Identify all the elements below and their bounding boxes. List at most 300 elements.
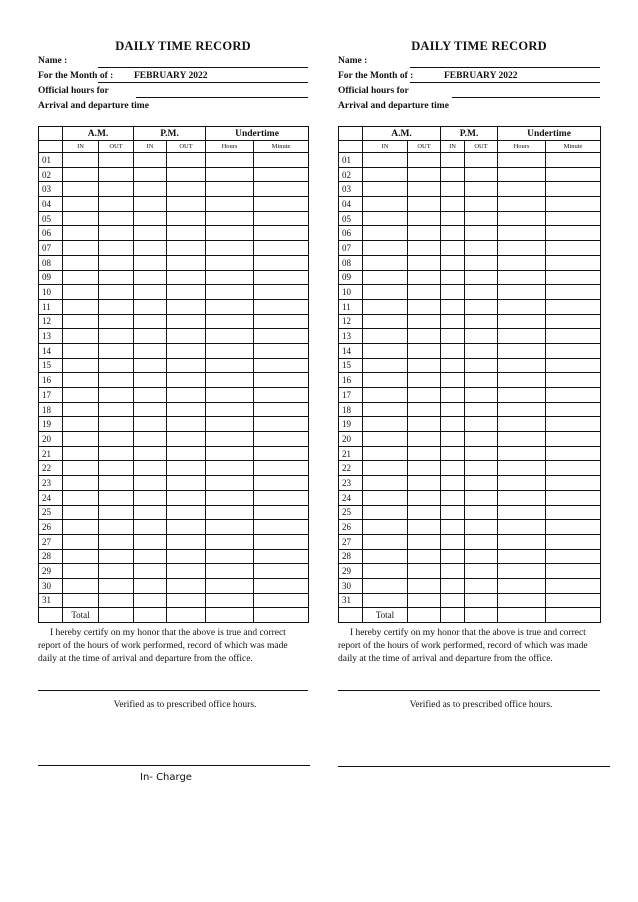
time-entry-cell[interactable] <box>408 270 441 285</box>
time-entry-cell[interactable] <box>465 476 498 491</box>
time-entry-cell[interactable] <box>99 197 134 212</box>
time-entry-cell[interactable] <box>441 549 465 564</box>
time-entry-cell[interactable] <box>546 285 601 300</box>
time-entry-cell[interactable] <box>363 255 408 270</box>
time-entry-cell[interactable] <box>167 549 206 564</box>
time-entry-cell[interactable] <box>408 153 441 168</box>
time-entry-cell[interactable] <box>134 241 167 256</box>
time-entry-cell[interactable] <box>63 314 99 329</box>
time-entry-cell[interactable] <box>63 211 99 226</box>
total-cell[interactable] <box>546 608 601 623</box>
time-entry-cell[interactable] <box>134 446 167 461</box>
time-entry-cell[interactable] <box>206 299 254 314</box>
time-entry-cell[interactable] <box>408 255 441 270</box>
time-entry-cell[interactable] <box>363 285 408 300</box>
time-entry-cell[interactable] <box>546 388 601 403</box>
total-cell[interactable] <box>441 608 465 623</box>
time-entry-cell[interactable] <box>441 241 465 256</box>
time-entry-cell[interactable] <box>363 461 408 476</box>
time-entry-cell[interactable] <box>408 505 441 520</box>
time-entry-cell[interactable] <box>254 417 309 432</box>
time-entry-cell[interactable] <box>363 593 408 608</box>
time-entry-cell[interactable] <box>206 505 254 520</box>
time-entry-cell[interactable] <box>99 153 134 168</box>
time-entry-cell[interactable] <box>63 241 99 256</box>
time-entry-cell[interactable] <box>134 255 167 270</box>
time-entry-cell[interactable] <box>546 226 601 241</box>
time-entry-cell[interactable] <box>167 388 206 403</box>
time-entry-cell[interactable] <box>363 534 408 549</box>
time-entry-cell[interactable] <box>546 299 601 314</box>
time-entry-cell[interactable] <box>465 182 498 197</box>
time-entry-cell[interactable] <box>206 358 254 373</box>
employee-signature-line[interactable] <box>38 690 308 691</box>
time-entry-cell[interactable] <box>546 432 601 447</box>
time-entry-cell[interactable] <box>465 461 498 476</box>
in-charge-signature-line-left[interactable] <box>38 765 310 766</box>
time-entry-cell[interactable] <box>167 417 206 432</box>
time-entry-cell[interactable] <box>134 578 167 593</box>
time-entry-cell[interactable] <box>498 255 546 270</box>
time-entry-cell[interactable] <box>206 446 254 461</box>
time-entry-cell[interactable] <box>441 226 465 241</box>
time-entry-cell[interactable] <box>99 373 134 388</box>
time-entry-cell[interactable] <box>465 520 498 535</box>
time-entry-cell[interactable] <box>546 153 601 168</box>
time-entry-cell[interactable] <box>465 167 498 182</box>
name-field[interactable] <box>98 67 308 68</box>
time-entry-cell[interactable] <box>167 167 206 182</box>
time-entry-cell[interactable] <box>498 520 546 535</box>
time-entry-cell[interactable] <box>63 226 99 241</box>
time-entry-cell[interactable] <box>498 432 546 447</box>
time-entry-cell[interactable] <box>206 549 254 564</box>
time-entry-cell[interactable] <box>206 285 254 300</box>
time-entry-cell[interactable] <box>254 226 309 241</box>
time-entry-cell[interactable] <box>498 505 546 520</box>
time-entry-cell[interactable] <box>546 417 601 432</box>
time-entry-cell[interactable] <box>408 241 441 256</box>
time-entry-cell[interactable] <box>206 593 254 608</box>
time-entry-cell[interactable] <box>546 197 601 212</box>
time-entry-cell[interactable] <box>63 285 99 300</box>
time-entry-cell[interactable] <box>63 167 99 182</box>
time-entry-cell[interactable] <box>134 299 167 314</box>
time-entry-cell[interactable] <box>441 402 465 417</box>
time-entry-cell[interactable] <box>254 520 309 535</box>
time-entry-cell[interactable] <box>408 314 441 329</box>
time-entry-cell[interactable] <box>206 167 254 182</box>
time-entry-cell[interactable] <box>134 564 167 579</box>
time-entry-cell[interactable] <box>254 402 309 417</box>
time-entry-cell[interactable] <box>465 578 498 593</box>
total-cell[interactable] <box>99 608 134 623</box>
time-entry-cell[interactable] <box>254 432 309 447</box>
time-entry-cell[interactable] <box>408 388 441 403</box>
time-entry-cell[interactable] <box>441 270 465 285</box>
time-entry-cell[interactable] <box>167 343 206 358</box>
time-entry-cell[interactable] <box>254 314 309 329</box>
time-entry-cell[interactable] <box>99 241 134 256</box>
time-entry-cell[interactable] <box>99 167 134 182</box>
total-cell[interactable] <box>465 608 498 623</box>
total-cell[interactable] <box>206 608 254 623</box>
time-entry-cell[interactable] <box>408 167 441 182</box>
time-entry-cell[interactable] <box>206 564 254 579</box>
time-entry-cell[interactable] <box>206 270 254 285</box>
time-entry-cell[interactable] <box>441 505 465 520</box>
time-entry-cell[interactable] <box>465 241 498 256</box>
time-entry-cell[interactable] <box>254 461 309 476</box>
time-entry-cell[interactable] <box>465 490 498 505</box>
time-entry-cell[interactable] <box>206 329 254 344</box>
time-entry-cell[interactable] <box>441 343 465 358</box>
time-entry-cell[interactable] <box>134 329 167 344</box>
time-entry-cell[interactable] <box>546 241 601 256</box>
total-cell[interactable] <box>498 608 546 623</box>
time-entry-cell[interactable] <box>99 520 134 535</box>
time-entry-cell[interactable] <box>498 373 546 388</box>
time-entry-cell[interactable] <box>254 358 309 373</box>
time-entry-cell[interactable] <box>546 564 601 579</box>
time-entry-cell[interactable] <box>167 593 206 608</box>
time-entry-cell[interactable] <box>546 549 601 564</box>
time-entry-cell[interactable] <box>363 167 408 182</box>
time-entry-cell[interactable] <box>134 534 167 549</box>
time-entry-cell[interactable] <box>254 182 309 197</box>
time-entry-cell[interactable] <box>206 255 254 270</box>
time-entry-cell[interactable] <box>99 461 134 476</box>
time-entry-cell[interactable] <box>63 343 99 358</box>
time-entry-cell[interactable] <box>498 197 546 212</box>
time-entry-cell[interactable] <box>167 153 206 168</box>
time-entry-cell[interactable] <box>441 446 465 461</box>
official-field[interactable] <box>452 97 600 98</box>
time-entry-cell[interactable] <box>441 197 465 212</box>
time-entry-cell[interactable] <box>546 476 601 491</box>
time-entry-cell[interactable] <box>546 446 601 461</box>
time-entry-cell[interactable] <box>441 299 465 314</box>
time-entry-cell[interactable] <box>465 270 498 285</box>
time-entry-cell[interactable] <box>546 329 601 344</box>
time-entry-cell[interactable] <box>134 593 167 608</box>
time-entry-cell[interactable] <box>408 564 441 579</box>
time-entry-cell[interactable] <box>206 241 254 256</box>
time-entry-cell[interactable] <box>63 490 99 505</box>
time-entry-cell[interactable] <box>408 299 441 314</box>
time-entry-cell[interactable] <box>134 432 167 447</box>
time-entry-cell[interactable] <box>63 505 99 520</box>
time-entry-cell[interactable] <box>498 153 546 168</box>
time-entry-cell[interactable] <box>441 285 465 300</box>
time-entry-cell[interactable] <box>134 211 167 226</box>
time-entry-cell[interactable] <box>441 417 465 432</box>
time-entry-cell[interactable] <box>254 255 309 270</box>
time-entry-cell[interactable] <box>254 285 309 300</box>
time-entry-cell[interactable] <box>465 373 498 388</box>
time-entry-cell[interactable] <box>167 270 206 285</box>
time-entry-cell[interactable] <box>363 402 408 417</box>
total-cell[interactable] <box>167 608 206 623</box>
time-entry-cell[interactable] <box>498 388 546 403</box>
time-entry-cell[interactable] <box>363 373 408 388</box>
time-entry-cell[interactable] <box>498 446 546 461</box>
time-entry-cell[interactable] <box>465 343 498 358</box>
time-entry-cell[interactable] <box>63 534 99 549</box>
time-entry-cell[interactable] <box>167 285 206 300</box>
time-entry-cell[interactable] <box>465 285 498 300</box>
time-entry-cell[interactable] <box>206 211 254 226</box>
time-entry-cell[interactable] <box>408 226 441 241</box>
time-entry-cell[interactable] <box>167 432 206 447</box>
time-entry-cell[interactable] <box>441 578 465 593</box>
time-entry-cell[interactable] <box>465 255 498 270</box>
time-entry-cell[interactable] <box>63 461 99 476</box>
time-entry-cell[interactable] <box>63 402 99 417</box>
time-entry-cell[interactable] <box>167 402 206 417</box>
time-entry-cell[interactable] <box>99 211 134 226</box>
time-entry-cell[interactable] <box>441 329 465 344</box>
time-entry-cell[interactable] <box>254 476 309 491</box>
employee-signature-line[interactable] <box>338 690 600 691</box>
time-entry-cell[interactable] <box>99 182 134 197</box>
time-entry-cell[interactable] <box>465 417 498 432</box>
time-entry-cell[interactable] <box>546 255 601 270</box>
time-entry-cell[interactable] <box>134 505 167 520</box>
time-entry-cell[interactable] <box>99 549 134 564</box>
time-entry-cell[interactable] <box>465 564 498 579</box>
time-entry-cell[interactable] <box>498 417 546 432</box>
time-entry-cell[interactable] <box>63 446 99 461</box>
time-entry-cell[interactable] <box>498 314 546 329</box>
time-entry-cell[interactable] <box>408 549 441 564</box>
time-entry-cell[interactable] <box>167 211 206 226</box>
time-entry-cell[interactable] <box>206 402 254 417</box>
time-entry-cell[interactable] <box>206 520 254 535</box>
time-entry-cell[interactable] <box>498 358 546 373</box>
time-entry-cell[interactable] <box>546 373 601 388</box>
time-entry-cell[interactable] <box>408 373 441 388</box>
time-entry-cell[interactable] <box>167 446 206 461</box>
time-entry-cell[interactable] <box>546 182 601 197</box>
time-entry-cell[interactable] <box>498 476 546 491</box>
time-entry-cell[interactable] <box>206 534 254 549</box>
time-entry-cell[interactable] <box>167 534 206 549</box>
time-entry-cell[interactable] <box>134 270 167 285</box>
time-entry-cell[interactable] <box>134 285 167 300</box>
time-entry-cell[interactable] <box>465 153 498 168</box>
time-entry-cell[interactable] <box>63 299 99 314</box>
time-entry-cell[interactable] <box>465 534 498 549</box>
time-entry-cell[interactable] <box>206 314 254 329</box>
time-entry-cell[interactable] <box>498 343 546 358</box>
time-entry-cell[interactable] <box>498 241 546 256</box>
time-entry-cell[interactable] <box>408 211 441 226</box>
time-entry-cell[interactable] <box>206 578 254 593</box>
time-entry-cell[interactable] <box>63 593 99 608</box>
time-entry-cell[interactable] <box>134 182 167 197</box>
time-entry-cell[interactable] <box>99 226 134 241</box>
time-entry-cell[interactable] <box>498 182 546 197</box>
time-entry-cell[interactable] <box>99 329 134 344</box>
time-entry-cell[interactable] <box>498 285 546 300</box>
time-entry-cell[interactable] <box>206 153 254 168</box>
time-entry-cell[interactable] <box>134 373 167 388</box>
time-entry-cell[interactable] <box>498 461 546 476</box>
time-entry-cell[interactable] <box>363 343 408 358</box>
time-entry-cell[interactable] <box>408 432 441 447</box>
time-entry-cell[interactable] <box>441 358 465 373</box>
time-entry-cell[interactable] <box>408 446 441 461</box>
time-entry-cell[interactable] <box>546 358 601 373</box>
time-entry-cell[interactable] <box>254 373 309 388</box>
in-charge-signature-line-right[interactable] <box>338 766 610 767</box>
time-entry-cell[interactable] <box>408 285 441 300</box>
time-entry-cell[interactable] <box>441 211 465 226</box>
time-entry-cell[interactable] <box>254 153 309 168</box>
time-entry-cell[interactable] <box>206 226 254 241</box>
time-entry-cell[interactable] <box>498 534 546 549</box>
time-entry-cell[interactable] <box>498 564 546 579</box>
time-entry-cell[interactable] <box>441 564 465 579</box>
time-entry-cell[interactable] <box>99 343 134 358</box>
time-entry-cell[interactable] <box>408 461 441 476</box>
time-entry-cell[interactable] <box>498 490 546 505</box>
time-entry-cell[interactable] <box>254 197 309 212</box>
time-entry-cell[interactable] <box>254 505 309 520</box>
time-entry-cell[interactable] <box>167 476 206 491</box>
time-entry-cell[interactable] <box>498 549 546 564</box>
time-entry-cell[interactable] <box>363 446 408 461</box>
time-entry-cell[interactable] <box>363 182 408 197</box>
time-entry-cell[interactable] <box>167 329 206 344</box>
name-field[interactable] <box>410 67 600 68</box>
time-entry-cell[interactable] <box>167 255 206 270</box>
time-entry-cell[interactable] <box>167 373 206 388</box>
time-entry-cell[interactable] <box>546 534 601 549</box>
time-entry-cell[interactable] <box>254 343 309 358</box>
time-entry-cell[interactable] <box>254 490 309 505</box>
time-entry-cell[interactable] <box>408 329 441 344</box>
time-entry-cell[interactable] <box>254 549 309 564</box>
time-entry-cell[interactable] <box>167 358 206 373</box>
time-entry-cell[interactable] <box>546 314 601 329</box>
time-entry-cell[interactable] <box>363 520 408 535</box>
time-entry-cell[interactable] <box>134 388 167 403</box>
time-entry-cell[interactable] <box>498 299 546 314</box>
time-entry-cell[interactable] <box>134 461 167 476</box>
time-entry-cell[interactable] <box>441 314 465 329</box>
time-entry-cell[interactable] <box>206 461 254 476</box>
time-entry-cell[interactable] <box>363 211 408 226</box>
time-entry-cell[interactable] <box>63 432 99 447</box>
time-entry-cell[interactable] <box>254 167 309 182</box>
time-entry-cell[interactable] <box>546 461 601 476</box>
time-entry-cell[interactable] <box>546 343 601 358</box>
time-entry-cell[interactable] <box>441 432 465 447</box>
time-entry-cell[interactable] <box>465 402 498 417</box>
time-entry-cell[interactable] <box>408 182 441 197</box>
time-entry-cell[interactable] <box>363 432 408 447</box>
time-entry-cell[interactable] <box>167 314 206 329</box>
time-entry-cell[interactable] <box>363 505 408 520</box>
time-entry-cell[interactable] <box>408 343 441 358</box>
time-entry-cell[interactable] <box>498 578 546 593</box>
time-entry-cell[interactable] <box>254 564 309 579</box>
time-entry-cell[interactable] <box>546 211 601 226</box>
time-entry-cell[interactable] <box>206 182 254 197</box>
time-entry-cell[interactable] <box>134 549 167 564</box>
time-entry-cell[interactable] <box>363 197 408 212</box>
time-entry-cell[interactable] <box>465 211 498 226</box>
time-entry-cell[interactable] <box>99 314 134 329</box>
time-entry-cell[interactable] <box>441 388 465 403</box>
time-entry-cell[interactable] <box>498 329 546 344</box>
time-entry-cell[interactable] <box>546 593 601 608</box>
time-entry-cell[interactable] <box>63 329 99 344</box>
time-entry-cell[interactable] <box>206 343 254 358</box>
time-entry-cell[interactable] <box>363 226 408 241</box>
time-entry-cell[interactable] <box>99 505 134 520</box>
time-entry-cell[interactable] <box>134 226 167 241</box>
time-entry-cell[interactable] <box>63 153 99 168</box>
time-entry-cell[interactable] <box>408 402 441 417</box>
time-entry-cell[interactable] <box>63 270 99 285</box>
time-entry-cell[interactable] <box>363 564 408 579</box>
time-entry-cell[interactable] <box>254 593 309 608</box>
time-entry-cell[interactable] <box>363 578 408 593</box>
time-entry-cell[interactable] <box>254 270 309 285</box>
time-entry-cell[interactable] <box>63 520 99 535</box>
time-entry-cell[interactable] <box>441 182 465 197</box>
time-entry-cell[interactable] <box>363 270 408 285</box>
time-entry-cell[interactable] <box>408 197 441 212</box>
time-entry-cell[interactable] <box>134 520 167 535</box>
time-entry-cell[interactable] <box>167 520 206 535</box>
time-entry-cell[interactable] <box>546 167 601 182</box>
time-entry-cell[interactable] <box>63 564 99 579</box>
time-entry-cell[interactable] <box>441 461 465 476</box>
time-entry-cell[interactable] <box>99 402 134 417</box>
time-entry-cell[interactable] <box>134 402 167 417</box>
time-entry-cell[interactable] <box>206 373 254 388</box>
time-entry-cell[interactable] <box>99 299 134 314</box>
time-entry-cell[interactable] <box>99 476 134 491</box>
time-entry-cell[interactable] <box>408 578 441 593</box>
time-entry-cell[interactable] <box>99 593 134 608</box>
time-entry-cell[interactable] <box>63 182 99 197</box>
time-entry-cell[interactable] <box>363 299 408 314</box>
time-entry-cell[interactable] <box>363 476 408 491</box>
time-entry-cell[interactable] <box>167 241 206 256</box>
time-entry-cell[interactable] <box>441 153 465 168</box>
time-entry-cell[interactable] <box>63 255 99 270</box>
time-entry-cell[interactable] <box>99 534 134 549</box>
time-entry-cell[interactable] <box>99 270 134 285</box>
time-entry-cell[interactable] <box>465 446 498 461</box>
time-entry-cell[interactable] <box>206 197 254 212</box>
time-entry-cell[interactable] <box>465 299 498 314</box>
time-entry-cell[interactable] <box>63 476 99 491</box>
time-entry-cell[interactable] <box>167 490 206 505</box>
time-entry-cell[interactable] <box>134 343 167 358</box>
time-entry-cell[interactable] <box>206 476 254 491</box>
time-entry-cell[interactable] <box>465 505 498 520</box>
time-entry-cell[interactable] <box>363 388 408 403</box>
time-entry-cell[interactable] <box>167 299 206 314</box>
time-entry-cell[interactable] <box>134 197 167 212</box>
time-entry-cell[interactable] <box>206 417 254 432</box>
